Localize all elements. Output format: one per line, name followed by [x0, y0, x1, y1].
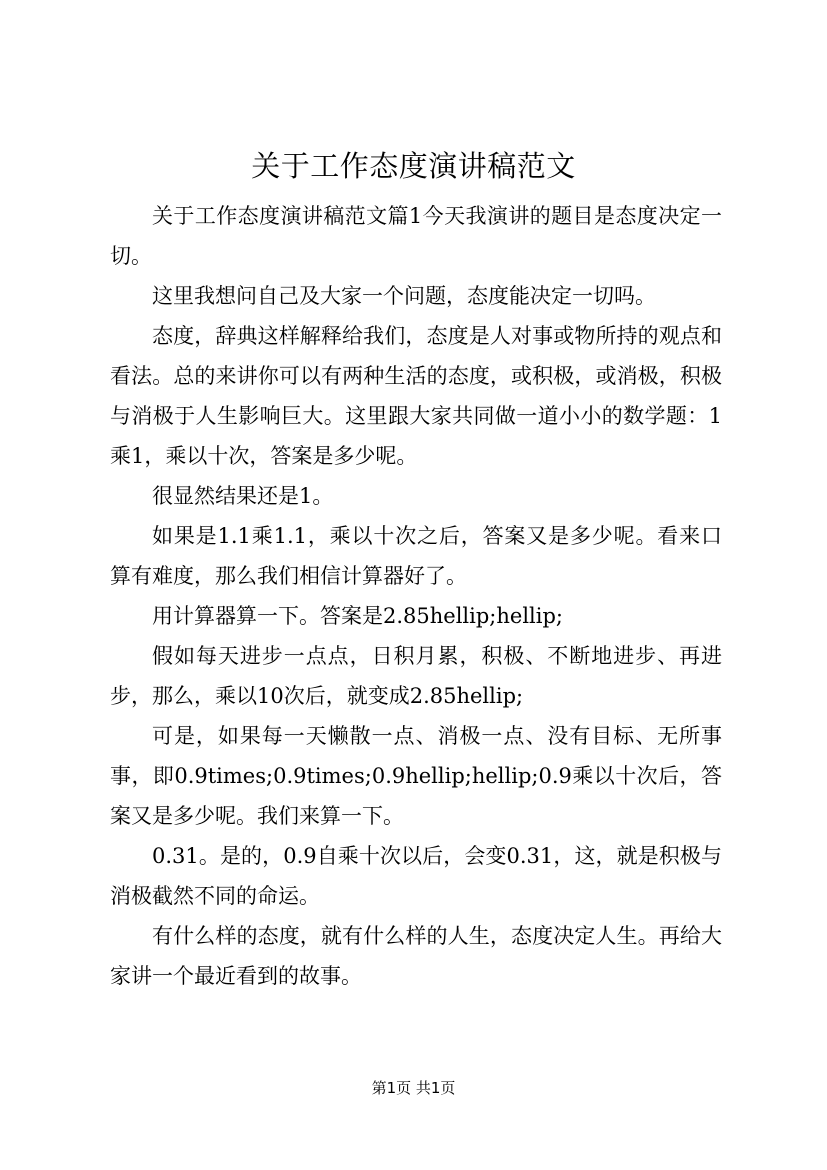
paragraph: 如果是1.1乘1.1，乘以十次之后，答案又是多少呢。看来口算有难度，那么我们相信计算器好了。: [110, 524, 722, 588]
page-footer: 第1页 共1页: [371, 1079, 456, 1097]
paragraph: 0.31。是的，0.9自乘十次以后，会变0.31，这，就是积极与消极截然不同的命运。: [110, 844, 722, 908]
paragraph: 假如每天进步一点点，日积月累，积极、不断地进步、再进步，那么，乘以10次后，就变成2.85hellip;: [110, 644, 722, 708]
document-title: 关于工作态度演讲稿范文: [251, 149, 576, 183]
paragraph: 很显然结果还是1。: [152, 484, 334, 508]
paragraph: 关于工作态度演讲稿范文篇1今天我演讲的题目是态度决定一切。: [110, 204, 722, 268]
paragraph: 这里我想问自己及大家一个问题，态度能决定一切吗。: [152, 284, 656, 308]
paragraph: 用计算器算一下。答案是2.85hellip;hellip;: [152, 604, 563, 628]
paragraph: 态度，辞典这样解释给我们，态度是人对事或物所持的观点和看法。总的来讲你可以有两种生活的态度，或积极，或消极，积极与消极于人生影响巨大。这里跟大家共同做一道小小的数学题：1乘1，乘以十次，答案是多少呢。: [110, 324, 722, 468]
paragraph: 可是，如果每一天懒散一点、消极一点、没有目标、无所事事，即0.9times;0.9times;0.9hellip;hellip;0.9乘以十次后，答案又是多少呢。我们来算一下。: [110, 724, 722, 828]
paragraph: 有什么样的态度，就有什么样的人生，态度决定人生。再给大家讲一个最近看到的故事。: [110, 924, 722, 988]
document-body: [110, 196, 722, 996]
